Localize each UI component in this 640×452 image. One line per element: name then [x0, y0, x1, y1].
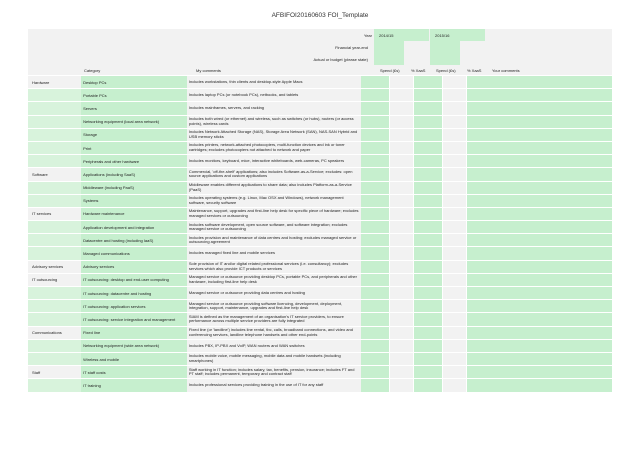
spend-2014-cell[interactable]	[361, 327, 389, 339]
my-comment: Managed service or outsource providing data centres and hosting	[187, 287, 361, 299]
your-comments-cell[interactable]	[467, 142, 612, 154]
your-comments-cell[interactable]	[467, 366, 612, 378]
xaas-2015-cell[interactable]	[443, 155, 466, 167]
section-label: Staff	[28, 366, 81, 378]
my-comment: SIAM is defined as the management of an organisation's IT service providers, to ensure performance across multiple service providers are fully integrated	[187, 313, 361, 325]
spend-2015-cell[interactable]	[414, 155, 442, 167]
spend-2014-cell[interactable]	[361, 287, 389, 299]
spend-2014-cell[interactable]	[361, 102, 389, 114]
section-label	[28, 142, 81, 154]
spend-2015-cell[interactable]	[414, 182, 442, 194]
section-label	[28, 182, 81, 194]
table-row	[28, 88, 612, 101]
col-xaas2: % XaaS	[467, 67, 482, 73]
actual-budget-label: Actual or budget (please state)	[313, 56, 368, 62]
your-comments-cell[interactable]	[467, 274, 612, 286]
year-row	[28, 29, 612, 41]
section-label	[28, 247, 81, 259]
spend-2014-cell[interactable]	[361, 313, 389, 325]
xaas-2014-cell[interactable]	[390, 221, 413, 233]
your-comments-cell[interactable]	[467, 340, 612, 352]
spend-2015-cell[interactable]	[414, 208, 442, 220]
spend-2015-cell[interactable]	[414, 129, 442, 141]
xaas-2014-cell[interactable]	[390, 155, 413, 167]
spend-2015-cell[interactable]	[414, 366, 442, 378]
table-row	[28, 339, 612, 352]
xaas-2015-cell[interactable]	[443, 76, 466, 88]
category-label: Peripherals and other hardware	[81, 155, 187, 167]
your-comments-cell[interactable]	[467, 261, 612, 273]
xaas-2014-cell[interactable]	[390, 274, 413, 286]
category-label: Networking equipment (wide area network)	[81, 340, 187, 352]
xaas-2014-cell[interactable]	[390, 76, 413, 88]
xaas-2015-cell[interactable]	[443, 182, 466, 194]
section-label	[28, 221, 81, 233]
section-label	[28, 379, 81, 391]
xaas-2015-cell[interactable]	[443, 142, 466, 154]
my-comment: Includes professional services providing training in the use of IT for any staff	[187, 379, 361, 391]
table-row	[28, 286, 612, 299]
my-comment: Managed service or outsource providing desktop PCs, portable PCs, and peripherals and other hardware, including first-line help desk	[187, 274, 361, 286]
category-label: Servers	[81, 102, 187, 114]
xaas-2014-cell[interactable]	[390, 168, 413, 180]
xaas-2015-cell[interactable]	[443, 221, 466, 233]
xaas-2015-cell[interactable]	[443, 116, 466, 128]
my-comment: Includes provision and maintenance of data centres and hosting; excludes managed service or outsourcing agreement	[187, 234, 361, 246]
spend-2015-cell[interactable]	[414, 247, 442, 259]
spend-2014-cell[interactable]	[361, 182, 389, 194]
section-label	[28, 340, 81, 352]
your-comments-cell[interactable]	[467, 89, 612, 101]
your-comments-cell[interactable]	[467, 182, 612, 194]
xaas-2014-cell[interactable]	[390, 142, 413, 154]
section-label: IT services	[28, 208, 81, 220]
category-label: Desktop PCs	[81, 76, 187, 88]
table-row	[28, 246, 612, 259]
fy-end-cell-2[interactable]	[430, 41, 460, 53]
col-spend2: Spend (£s)	[436, 67, 456, 73]
section-label	[28, 116, 81, 128]
section-label: Software	[28, 168, 81, 180]
xaas-2014-cell[interactable]	[390, 379, 413, 391]
xaas-2015-cell[interactable]	[443, 366, 466, 378]
xaas-2015-cell[interactable]	[443, 168, 466, 180]
spend-2015-cell[interactable]	[414, 353, 442, 365]
table-row	[28, 365, 612, 378]
foi-template-sheet	[28, 29, 612, 392]
spend-2015-cell[interactable]	[414, 221, 442, 233]
your-comments-cell[interactable]	[467, 116, 612, 128]
table-row	[28, 233, 612, 246]
category-label: IT training	[81, 379, 187, 391]
category-label: Wireless and mobile	[81, 353, 187, 365]
xaas-2015-cell[interactable]	[443, 89, 466, 101]
section-label	[28, 300, 81, 312]
spend-2014-cell[interactable]	[361, 274, 389, 286]
my-comment: Includes workstations, thin clients and desktop-style Apple Macs	[187, 76, 361, 88]
category-label: IT outsourcing: datacentre and hosting	[81, 287, 187, 299]
actual-budget-cell-1[interactable]	[374, 53, 404, 65]
category-label: Middleware (including PaaS)	[81, 182, 187, 194]
my-comment: Includes both wired (or ethernet) and wireless, such as switches (or hubs), routers (or access points), wireless cards	[187, 116, 361, 128]
spend-2015-cell[interactable]	[414, 76, 442, 88]
year1-cell[interactable]: 2014/15	[374, 29, 429, 41]
spend-2014-cell[interactable]	[361, 116, 389, 128]
my-comment: Includes laptop PCs (or notebook PCs), netbooks, and tablets	[187, 89, 361, 101]
xaas-2014-cell[interactable]	[390, 313, 413, 325]
spend-2015-cell[interactable]	[414, 340, 442, 352]
xaas-2015-cell[interactable]	[443, 379, 466, 391]
year2-cell[interactable]: 2015/16	[430, 29, 485, 41]
xaas-2015-cell[interactable]	[443, 234, 466, 246]
xaas-2015-cell[interactable]	[443, 274, 466, 286]
my-comment: Staff working in IT function; includes salary, tax, benefits, pension, insurance; includes FT and PT staff; includes permanent, temporary and contract staff	[187, 366, 361, 378]
category-label: Networking equipment (local area network)	[81, 116, 187, 128]
xaas-2015-cell[interactable]	[443, 208, 466, 220]
xaas-2015-cell[interactable]	[443, 102, 466, 114]
spend-2015-cell[interactable]	[414, 234, 442, 246]
your-comments-cell[interactable]	[467, 234, 612, 246]
xaas-2015-cell[interactable]	[443, 247, 466, 259]
xaas-2014-cell[interactable]	[390, 208, 413, 220]
spend-2015-cell[interactable]	[414, 287, 442, 299]
xaas-2015-cell[interactable]	[443, 340, 466, 352]
your-comments-cell[interactable]	[467, 353, 612, 365]
spend-2014-cell[interactable]	[361, 221, 389, 233]
spend-2014-cell[interactable]	[361, 168, 389, 180]
category-label: Storage	[81, 129, 187, 141]
spend-2015-cell[interactable]	[414, 313, 442, 325]
category-label: Print	[81, 142, 187, 154]
xaas-2014-cell[interactable]	[390, 195, 413, 207]
table-row	[28, 75, 612, 88]
my-comment: Middleware enables different applications to share data; also includes Platform-as-a-Service (PaaS)	[187, 182, 361, 194]
your-comments-cell[interactable]	[467, 300, 612, 312]
your-comments-cell[interactable]	[467, 221, 612, 233]
my-comment: Fixed line (or 'landline') includes line rental, tbc, calls, broadband connections, and video and conferencing services, landline telephone handsets and other end-points	[187, 327, 361, 339]
xaas-2015-cell[interactable]	[443, 353, 466, 365]
spend-2015-cell[interactable]	[414, 379, 442, 391]
spend-2014-cell[interactable]	[361, 261, 389, 273]
xaas-2014-cell[interactable]	[390, 129, 413, 141]
my-comment: Includes printers, network-attached photocopiers, multi-function devices and ink or toner cartridges; excludes photocopiers not attached to network and paper	[187, 142, 361, 154]
fy-end-cell-1[interactable]	[374, 41, 404, 53]
category-label: IT outsourcing: service integration and management	[81, 313, 187, 325]
xaas-2014-cell[interactable]	[390, 234, 413, 246]
your-comments-cell[interactable]	[467, 102, 612, 114]
spend-2014-cell[interactable]	[361, 234, 389, 246]
my-comment: Maintenance, support, upgrades and first-line help desk for specific piece of hardware; excludes managed services or outsourcing	[187, 208, 361, 220]
fy-end-label: Financial year-end	[335, 44, 368, 50]
xaas-2014-cell[interactable]	[390, 366, 413, 378]
xaas-2014-cell[interactable]	[390, 287, 413, 299]
xaas-2015-cell[interactable]	[443, 313, 466, 325]
your-comments-cell[interactable]	[467, 327, 612, 339]
spend-2015-cell[interactable]	[414, 261, 442, 273]
table-row	[28, 194, 612, 207]
table-row	[28, 101, 612, 114]
spend-2014-cell[interactable]	[361, 155, 389, 167]
category-label: Advisory services	[81, 261, 187, 273]
section-label: Communications	[28, 327, 81, 339]
xaas-2015-cell[interactable]	[443, 327, 466, 339]
xaas-2014-cell[interactable]	[390, 300, 413, 312]
table-row	[28, 273, 612, 286]
spend-2015-cell[interactable]	[414, 274, 442, 286]
my-comment: Includes mainframes, servers, and racking	[187, 102, 361, 114]
xaas-2015-cell[interactable]	[443, 195, 466, 207]
spend-2015-cell[interactable]	[414, 116, 442, 128]
my-comment: Includes mobile voice, mobile messaging, mobile data and mobile handsets (including smartphones)	[187, 353, 361, 365]
category-label: Systems	[81, 195, 187, 207]
section-label	[28, 102, 81, 114]
category-label: IT outsourcing: application services	[81, 300, 187, 312]
category-label: Portable PCs	[81, 89, 187, 101]
my-comment: Includes PBX, IP-PBX and VoIP, WAN routers and WAN switches	[187, 340, 361, 352]
spend-2014-cell[interactable]	[361, 353, 389, 365]
table-row	[28, 220, 612, 233]
your-comments-cell[interactable]	[467, 287, 612, 299]
table-row	[28, 181, 612, 194]
section-label	[28, 195, 81, 207]
xaas-2015-cell[interactable]	[443, 129, 466, 141]
xaas-2014-cell[interactable]	[390, 261, 413, 273]
spend-2014-cell[interactable]	[361, 379, 389, 391]
table-row	[28, 167, 612, 180]
category-label: Fixed line	[81, 327, 187, 339]
xaas-2014-cell[interactable]	[390, 182, 413, 194]
xaas-2014-cell[interactable]	[390, 353, 413, 365]
table-row	[28, 141, 612, 154]
xaas-2015-cell[interactable]	[443, 300, 466, 312]
your-comments-cell[interactable]	[467, 313, 612, 325]
category-label: Application development and integration	[81, 221, 187, 233]
spend-2014-cell[interactable]	[361, 366, 389, 378]
table-row	[28, 128, 612, 141]
spend-2015-cell[interactable]	[414, 102, 442, 114]
section-label	[28, 155, 81, 167]
your-comments-cell[interactable]	[467, 155, 612, 167]
section-label: Hardware	[28, 76, 81, 88]
table-row	[28, 312, 612, 325]
xaas-2014-cell[interactable]	[390, 102, 413, 114]
table-row	[28, 352, 612, 365]
category-label: Managed communications	[81, 247, 187, 259]
col-your-comments: Your comments	[492, 67, 520, 73]
my-comment: Managed service or outsource providing software licencing, development, deployment, integration, support, maintenance, upgrades and first-line help desk	[187, 300, 361, 312]
section-label	[28, 129, 81, 141]
category-rows	[28, 75, 612, 392]
xaas-2014-cell[interactable]	[390, 89, 413, 101]
section-label	[28, 353, 81, 365]
document-title: AFBIFOI20160603 FOI_Template	[271, 12, 369, 19]
my-comment: Includes managed fixed line and mobile services	[187, 247, 361, 259]
actual-budget-cell-2[interactable]	[430, 53, 460, 65]
table-row	[28, 207, 612, 220]
section-label: IT outsourcing	[28, 274, 81, 286]
section-label	[28, 287, 81, 299]
xaas-2014-cell[interactable]	[390, 116, 413, 128]
spend-2014-cell[interactable]	[361, 76, 389, 88]
spend-2015-cell[interactable]	[414, 195, 442, 207]
section-label: Advisory services	[28, 261, 81, 273]
your-comments-cell[interactable]	[467, 195, 612, 207]
my-comment: Includes operating systems (e.g. Linux, Mac OSX and Windows), network management software, security software	[187, 195, 361, 207]
category-label: IT outsourcing: desktop and end-user computing	[81, 274, 187, 286]
xaas-2014-cell[interactable]	[390, 247, 413, 259]
table-row	[28, 326, 612, 339]
col-spend1: Spend (£s)	[380, 67, 400, 73]
my-comment: Includes Network Attached Storage (NAS), Storage Area Network (SAN), NAS-SAN Hybrid and USB memory sticks	[187, 129, 361, 141]
xaas-2015-cell[interactable]	[443, 261, 466, 273]
spend-2015-cell[interactable]	[414, 168, 442, 180]
my-comment: Sole provision of IT and/or digital related professional services (i.e. consultancy); excludes services which also provide ICT products or services	[187, 261, 361, 273]
section-label	[28, 89, 81, 101]
col-my-comments: My comments	[196, 67, 221, 73]
my-comment: Includes software development, open source software, and software integration; excludes managed service or outsourcing	[187, 221, 361, 233]
my-comment: Commercial, 'off-the-shelf' applications; also includes Software-as-a-Service; excludes: open source applications and custom applications	[187, 168, 361, 180]
spend-2014-cell[interactable]	[361, 89, 389, 101]
section-label	[28, 313, 81, 325]
your-comments-cell[interactable]	[467, 168, 612, 180]
table-row	[28, 154, 612, 167]
your-comments-cell[interactable]	[467, 129, 612, 141]
spend-2014-cell[interactable]	[361, 142, 389, 154]
table-row	[28, 260, 612, 273]
xaas-2014-cell[interactable]	[390, 327, 413, 339]
actual-budget-row	[28, 53, 612, 65]
spend-2015-cell[interactable]	[414, 327, 442, 339]
fy-end-row	[28, 41, 612, 53]
column-header-row	[28, 65, 612, 75]
category-label: Applications (including SaaS)	[81, 168, 187, 180]
category-label: IT staff costs	[81, 366, 187, 378]
my-comment: Includes monitors, keyboard, mice, interactive whiteboards, web-cameras, PC speakers	[187, 155, 361, 167]
spend-2014-cell[interactable]	[361, 247, 389, 259]
year-label: Year	[363, 32, 372, 38]
spend-2014-cell[interactable]	[361, 129, 389, 141]
spend-2014-cell[interactable]	[361, 340, 389, 352]
spend-2014-cell[interactable]	[361, 208, 389, 220]
category-label: Datacentre and hosting (including IaaS)	[81, 234, 187, 246]
col-category: Category	[84, 67, 101, 73]
spend-2015-cell[interactable]	[414, 142, 442, 154]
xaas-2015-cell[interactable]	[443, 287, 466, 299]
table-row	[28, 299, 612, 312]
xaas-2014-cell[interactable]	[390, 340, 413, 352]
table-row	[28, 115, 612, 128]
your-comments-cell[interactable]	[467, 76, 612, 88]
spend-2015-cell[interactable]	[414, 89, 442, 101]
spend-2014-cell[interactable]	[361, 300, 389, 312]
your-comments-cell[interactable]	[467, 247, 612, 259]
section-label	[28, 234, 81, 246]
table-row	[28, 378, 612, 391]
your-comments-cell[interactable]	[467, 208, 612, 220]
spend-2015-cell[interactable]	[414, 300, 442, 312]
col-xaas1: % XaaS	[411, 67, 426, 73]
category-label: Hardware maintenance	[81, 208, 187, 220]
your-comments-cell[interactable]	[467, 379, 612, 391]
spend-2014-cell[interactable]	[361, 195, 389, 207]
